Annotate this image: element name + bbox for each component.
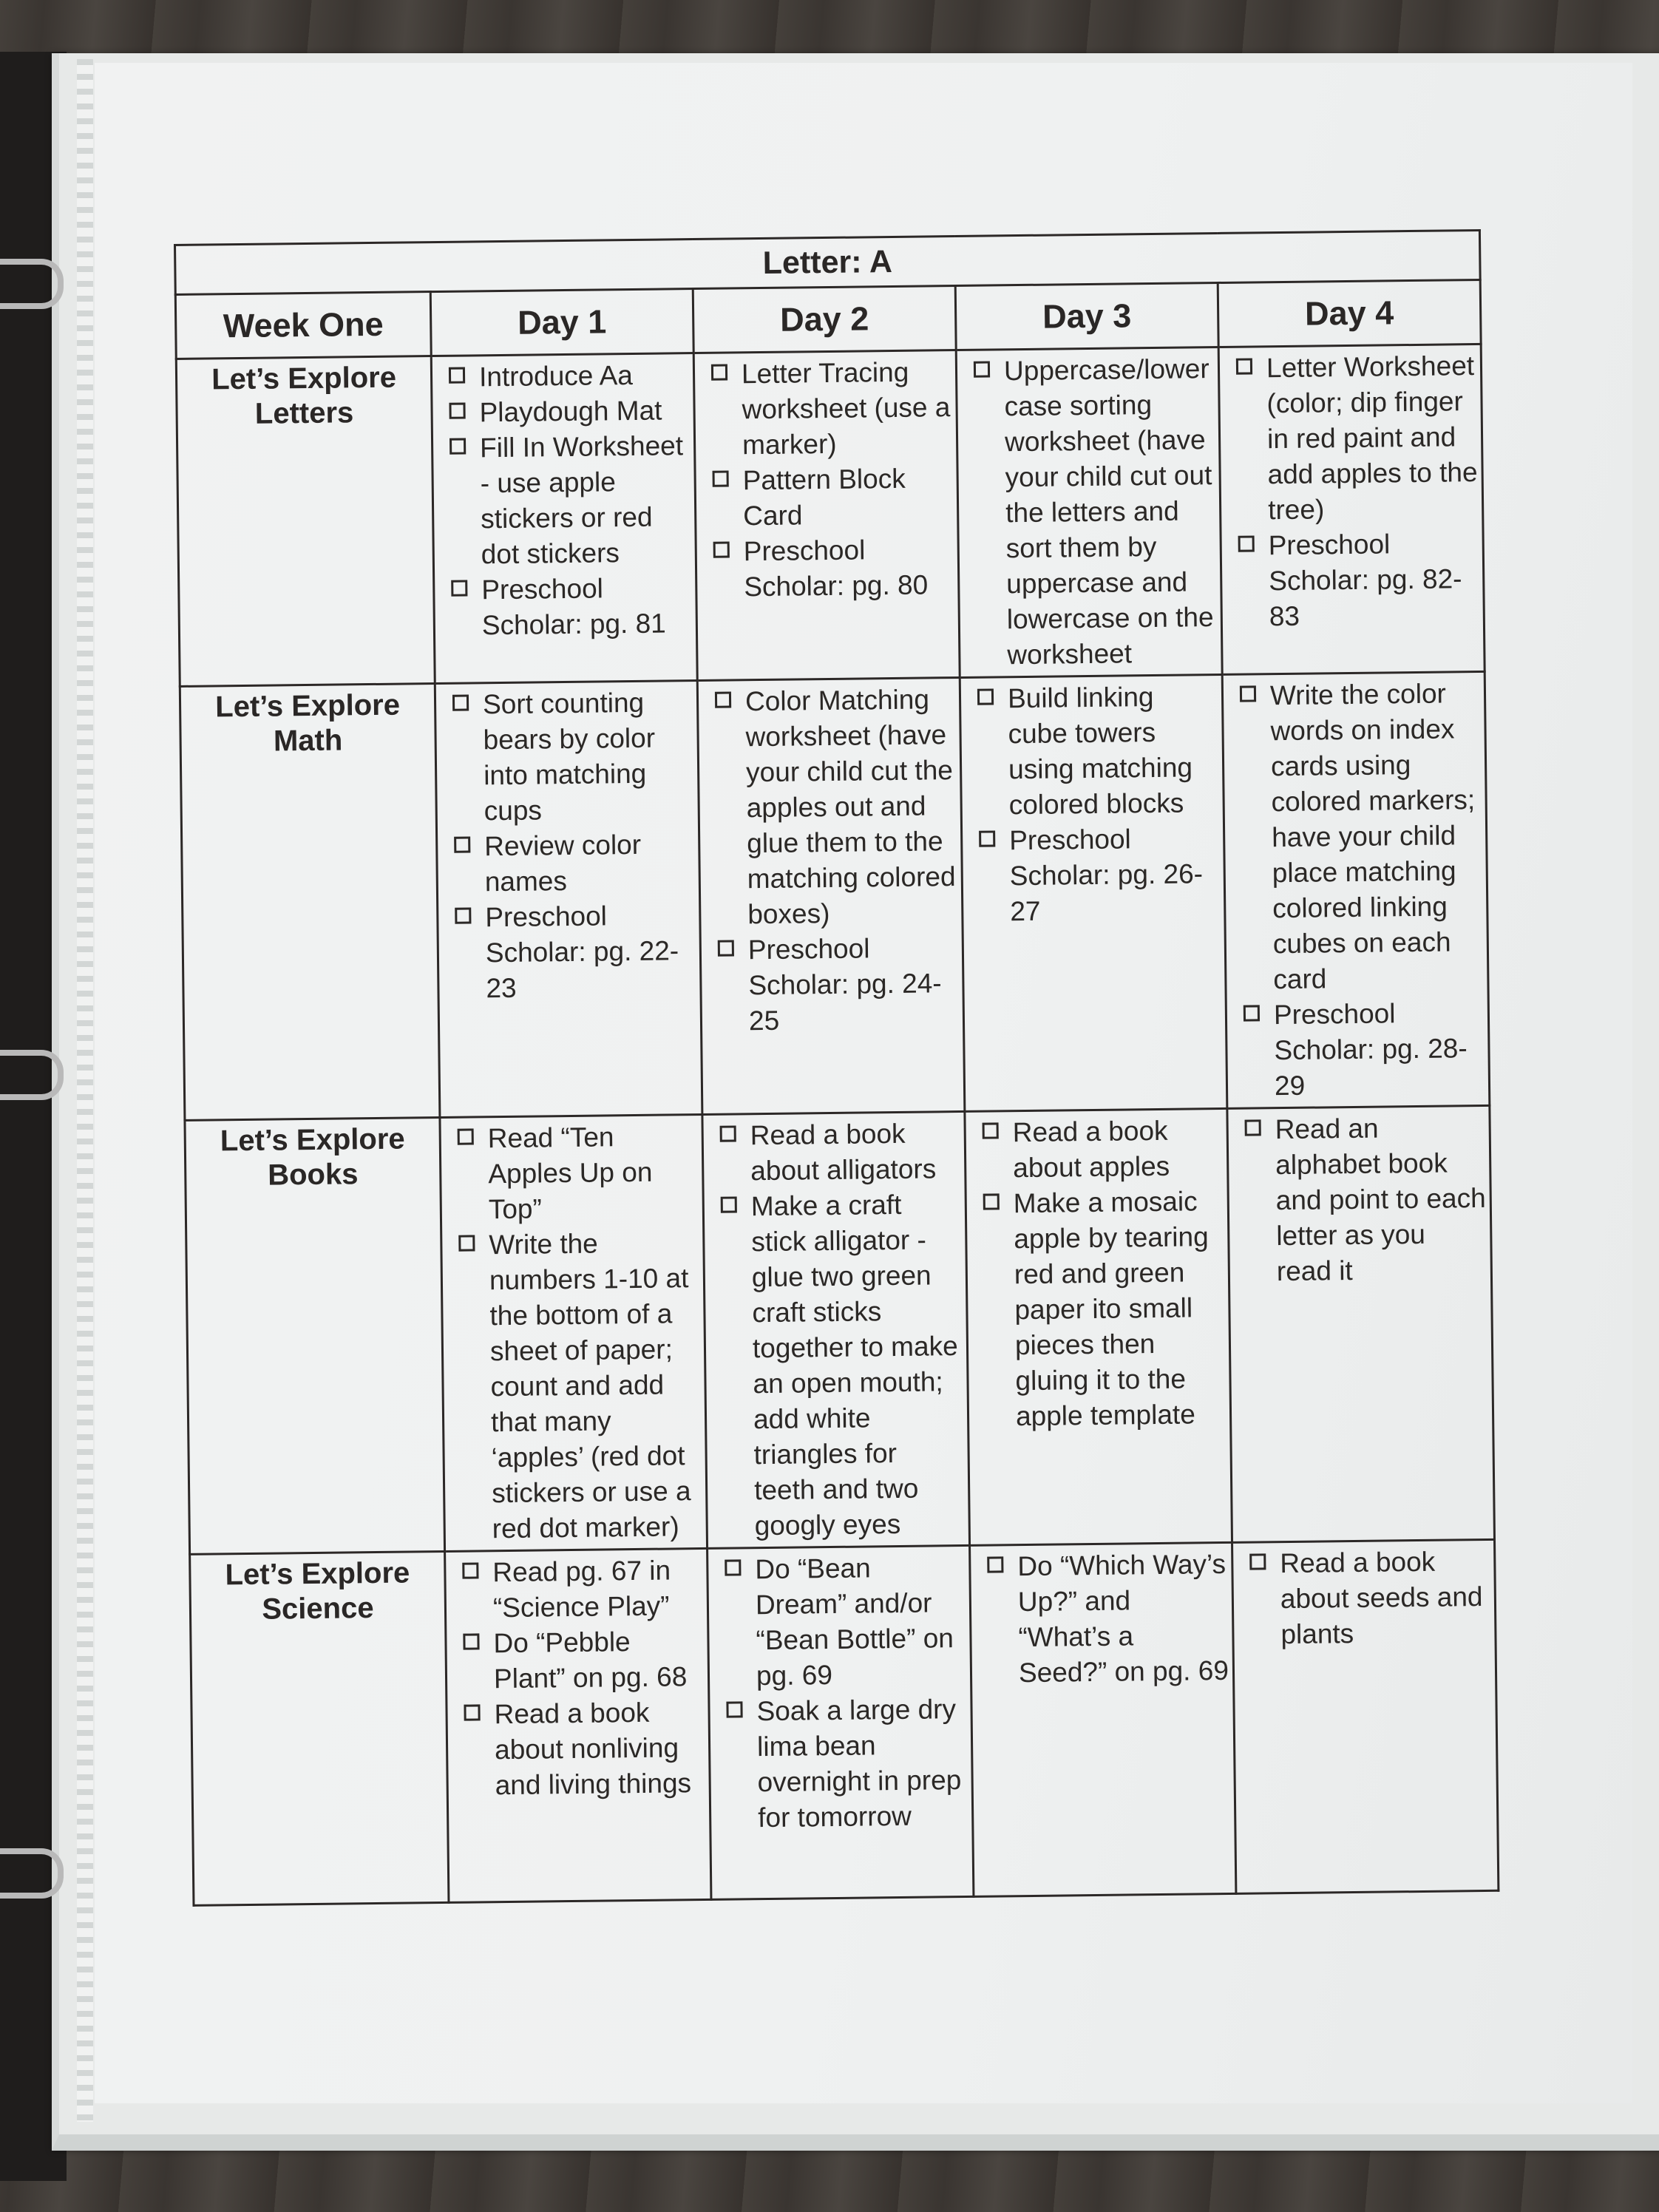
activity-text: Do “Which Way’s Up?” and “What’s a Seed?” on pg. 69 [1017, 1548, 1229, 1689]
activity-text: Read an alphabet book and point to each letter as you read it [1275, 1113, 1486, 1287]
activity-cell [1222, 671, 1490, 1108]
day-header: Day 2 [693, 286, 956, 353]
checkbox-icon[interactable] [1236, 358, 1252, 374]
row-label-science [190, 1551, 449, 1905]
activity-text: Soak a large dry lima bean overnight in prep for tomorrow [756, 1694, 962, 1833]
activity-item [455, 1119, 699, 1228]
activity-item [449, 570, 693, 644]
activity-text: Read a book about nonliving and living things [494, 1697, 692, 1801]
activity-text: Make a craft stick alligator - glue two green craft sticks together to make an open mouth; add white triangles for teeth and two googly eyes [750, 1189, 958, 1541]
checkbox-icon[interactable] [1249, 1553, 1266, 1570]
activity-text: Fill In Worksheet - use apple stickers or red dot stickers [479, 430, 684, 570]
binder-ring-icon [0, 259, 64, 309]
activity-item [977, 821, 1221, 930]
checkbox-icon[interactable] [458, 1235, 475, 1251]
activity-item [712, 532, 955, 605]
table-title: Letter: A [175, 230, 1481, 294]
activity-text: Letter Tracing worksheet (use a marker) [741, 356, 951, 461]
checkbox-icon[interactable] [977, 688, 994, 705]
activity-text: Review color names [484, 829, 642, 898]
activity-cell [445, 1548, 711, 1902]
checkbox-icon[interactable] [974, 361, 990, 377]
activity-text: Preschool Scholar: pg. 80 [743, 535, 929, 603]
sheet-protector-perforation [77, 59, 93, 2122]
weekly-plan-table [174, 229, 1499, 1907]
activity-text: Playdough Mat [479, 395, 662, 428]
checkbox-icon[interactable] [726, 1701, 742, 1717]
activity-text: Preschool Scholar: pg. 82-83 [1268, 529, 1462, 632]
checkbox-icon[interactable] [987, 1556, 1003, 1573]
checkbox-icon[interactable] [455, 907, 471, 923]
activity-item [1235, 348, 1479, 529]
checkbox-icon[interactable] [454, 837, 470, 853]
activity-text: Read a book about alligators [750, 1118, 937, 1187]
activity-list [695, 351, 958, 608]
binder-ring-icon [0, 1848, 64, 1899]
row-label-line: Let’s Explore [225, 1556, 410, 1592]
activity-item [453, 898, 697, 1007]
activity-cell [693, 350, 960, 681]
activity-item [448, 428, 692, 573]
activity-text: Write the numbers 1-10 at the bottom of a sheet of paper; count and add that many ‘apples’ (red dot stickers or use a red dot marker) [489, 1228, 691, 1544]
activity-list [1228, 1107, 1490, 1293]
row-label-line: Math [273, 724, 343, 758]
activity-text: Introduce Aa [478, 359, 634, 393]
checkbox-icon[interactable] [463, 1633, 479, 1649]
activity-item [718, 1116, 961, 1190]
activity-text: Write the color words on index cards using colored markers; have your child place matching colored linking cubes on each card [1269, 678, 1476, 995]
activity-list [703, 1113, 968, 1547]
checkbox-icon[interactable] [464, 1704, 480, 1720]
activity-list [446, 1550, 709, 1807]
checkbox-icon[interactable] [711, 364, 727, 381]
activity-item [447, 357, 691, 396]
activity-cell [965, 1108, 1232, 1545]
row-label-books [185, 1117, 445, 1554]
activity-text: Read “Ten Apples Up on Top” [487, 1122, 653, 1225]
activity-text: Pattern Block Card [742, 463, 906, 532]
checkbox-icon[interactable] [449, 367, 465, 384]
activity-cell [708, 1545, 974, 1899]
activity-cell [431, 353, 697, 684]
activity-item [713, 682, 959, 933]
activity-cell [960, 674, 1227, 1111]
checkbox-icon[interactable] [715, 691, 731, 708]
activity-cell [1227, 1105, 1495, 1542]
activity-list [441, 1116, 706, 1550]
activity-text: Build linking cube towers using matching colored blocks [1007, 682, 1193, 821]
checkbox-icon[interactable] [458, 1128, 474, 1144]
activity-item [462, 1694, 706, 1804]
activity-cell [956, 347, 1222, 677]
activity-list [1233, 1541, 1495, 1656]
activity-item [1242, 995, 1486, 1105]
activity-cell [440, 1114, 708, 1551]
activity-item [976, 679, 1220, 824]
activity-text: Read a book about seeds and plants [1280, 1546, 1483, 1650]
activity-list [966, 1110, 1229, 1438]
activity-list [708, 1547, 971, 1839]
activity-list [957, 348, 1221, 676]
row-label-line: Letters [254, 396, 354, 430]
activity-item [461, 1553, 704, 1626]
row-label-line: Books [267, 1158, 359, 1192]
activity-item [452, 827, 696, 900]
day-header: Day 3 [955, 282, 1218, 350]
row-books [185, 1105, 1495, 1554]
activity-text: Read a book about apples [1012, 1115, 1170, 1184]
activity-text: Color Matching worksheet (have your child cut the apples out and glue them to the matching colored boxes) [744, 684, 956, 930]
activity-cell [435, 681, 702, 1118]
activity-list [432, 354, 696, 647]
binder-ring-icon [0, 1050, 64, 1100]
activity-text: Preschool Scholar: pg. 81 [481, 573, 666, 641]
row-label-line: Science [262, 1592, 374, 1626]
row-science [190, 1539, 1499, 1905]
activity-cell [702, 1111, 970, 1548]
activity-text: Letter Worksheet (color; dip finger in red paint and add apples to the tree) [1266, 350, 1478, 526]
activity-text: Preschool Scholar: pg. 28-29 [1273, 998, 1468, 1102]
activity-cell [1232, 1539, 1499, 1893]
checkbox-icon[interactable] [725, 1559, 741, 1575]
checkbox-icon[interactable] [1245, 1119, 1261, 1136]
activity-item [451, 685, 695, 830]
lesson-plan-sheet [174, 229, 1497, 1907]
checkbox-icon[interactable] [1244, 1005, 1260, 1021]
day-header: Day 4 [1218, 279, 1481, 347]
activity-item [457, 1225, 703, 1547]
checkbox-icon[interactable] [983, 1193, 1000, 1210]
checkbox-icon[interactable] [721, 1196, 737, 1212]
activity-item [725, 1692, 968, 1836]
row-label-line: Let’s Explore [211, 361, 397, 396]
activity-text: Preschool Scholar: pg. 26-27 [1008, 824, 1204, 927]
activity-item [447, 393, 691, 431]
checkbox-icon[interactable] [720, 1125, 736, 1141]
row-label-math [180, 684, 440, 1121]
activity-item [719, 1187, 966, 1544]
checkbox-icon[interactable] [718, 940, 734, 956]
row-math [180, 671, 1490, 1120]
checkbox-icon[interactable] [713, 541, 730, 557]
activity-list [1224, 673, 1489, 1107]
activity-item [1236, 526, 1480, 635]
week-label: Week One [175, 292, 431, 359]
activity-list [961, 676, 1224, 933]
activity-text: Uppercase/lower case sorting worksheet (have your child cut out the letters and sort them by uppercase and lowercase on the worksheet [1003, 353, 1214, 671]
activity-list [1220, 345, 1483, 638]
activity-item [461, 1624, 705, 1697]
activity-list [436, 682, 700, 1010]
activity-list [699, 679, 963, 1042]
checkbox-icon[interactable] [449, 403, 465, 419]
activity-item [972, 351, 1218, 674]
activity-text: Do “Bean Dream” and/or “Bean Bottle” on pg. 69 [755, 1553, 954, 1692]
activity-item [716, 930, 960, 1039]
activity-item [1238, 676, 1485, 998]
checkbox-icon[interactable] [1240, 685, 1256, 702]
activity-text: Do “Pebble Plant” on pg. 68 [493, 1626, 688, 1694]
activity-text: Make a mosaic apple by tearing red and green paper ito small pieces then gluing it to the apple template [1013, 1186, 1209, 1432]
activity-cell [697, 677, 965, 1114]
activity-text: Sort counting bears by color into matching cups [482, 687, 656, 827]
checkbox-icon[interactable] [451, 580, 467, 597]
checkbox-icon[interactable] [979, 830, 995, 847]
activity-item [723, 1550, 967, 1694]
checkbox-icon[interactable] [1238, 535, 1255, 552]
checkbox-icon[interactable] [462, 1562, 478, 1578]
row-label-letters [176, 356, 435, 687]
activity-text: Preschool Scholar: pg. 24-25 [747, 933, 942, 1037]
row-label-line: Let’s Explore [220, 1122, 405, 1158]
row-label-line: Let’s Explore [215, 688, 401, 724]
checkbox-icon[interactable] [983, 1122, 999, 1139]
activity-item [1248, 1544, 1492, 1653]
activity-text: Preschool Scholar: pg. 22-23 [485, 900, 679, 1004]
activity-text: Read pg. 67 in “Science Play” [492, 1555, 671, 1624]
day-header: Day 1 [430, 289, 693, 356]
activity-item [710, 354, 954, 464]
activity-item [710, 461, 954, 535]
checkbox-icon[interactable] [449, 438, 466, 455]
activity-item [982, 1184, 1227, 1435]
activity-list [971, 1544, 1232, 1694]
activity-item [1243, 1110, 1487, 1290]
checkbox-icon[interactable] [452, 695, 469, 711]
checkbox-icon[interactable] [713, 471, 729, 487]
activity-cell [970, 1542, 1236, 1896]
activity-item [985, 1547, 1229, 1692]
row-letters [176, 344, 1485, 686]
activity-cell [1218, 344, 1485, 674]
activity-item [980, 1113, 1224, 1187]
